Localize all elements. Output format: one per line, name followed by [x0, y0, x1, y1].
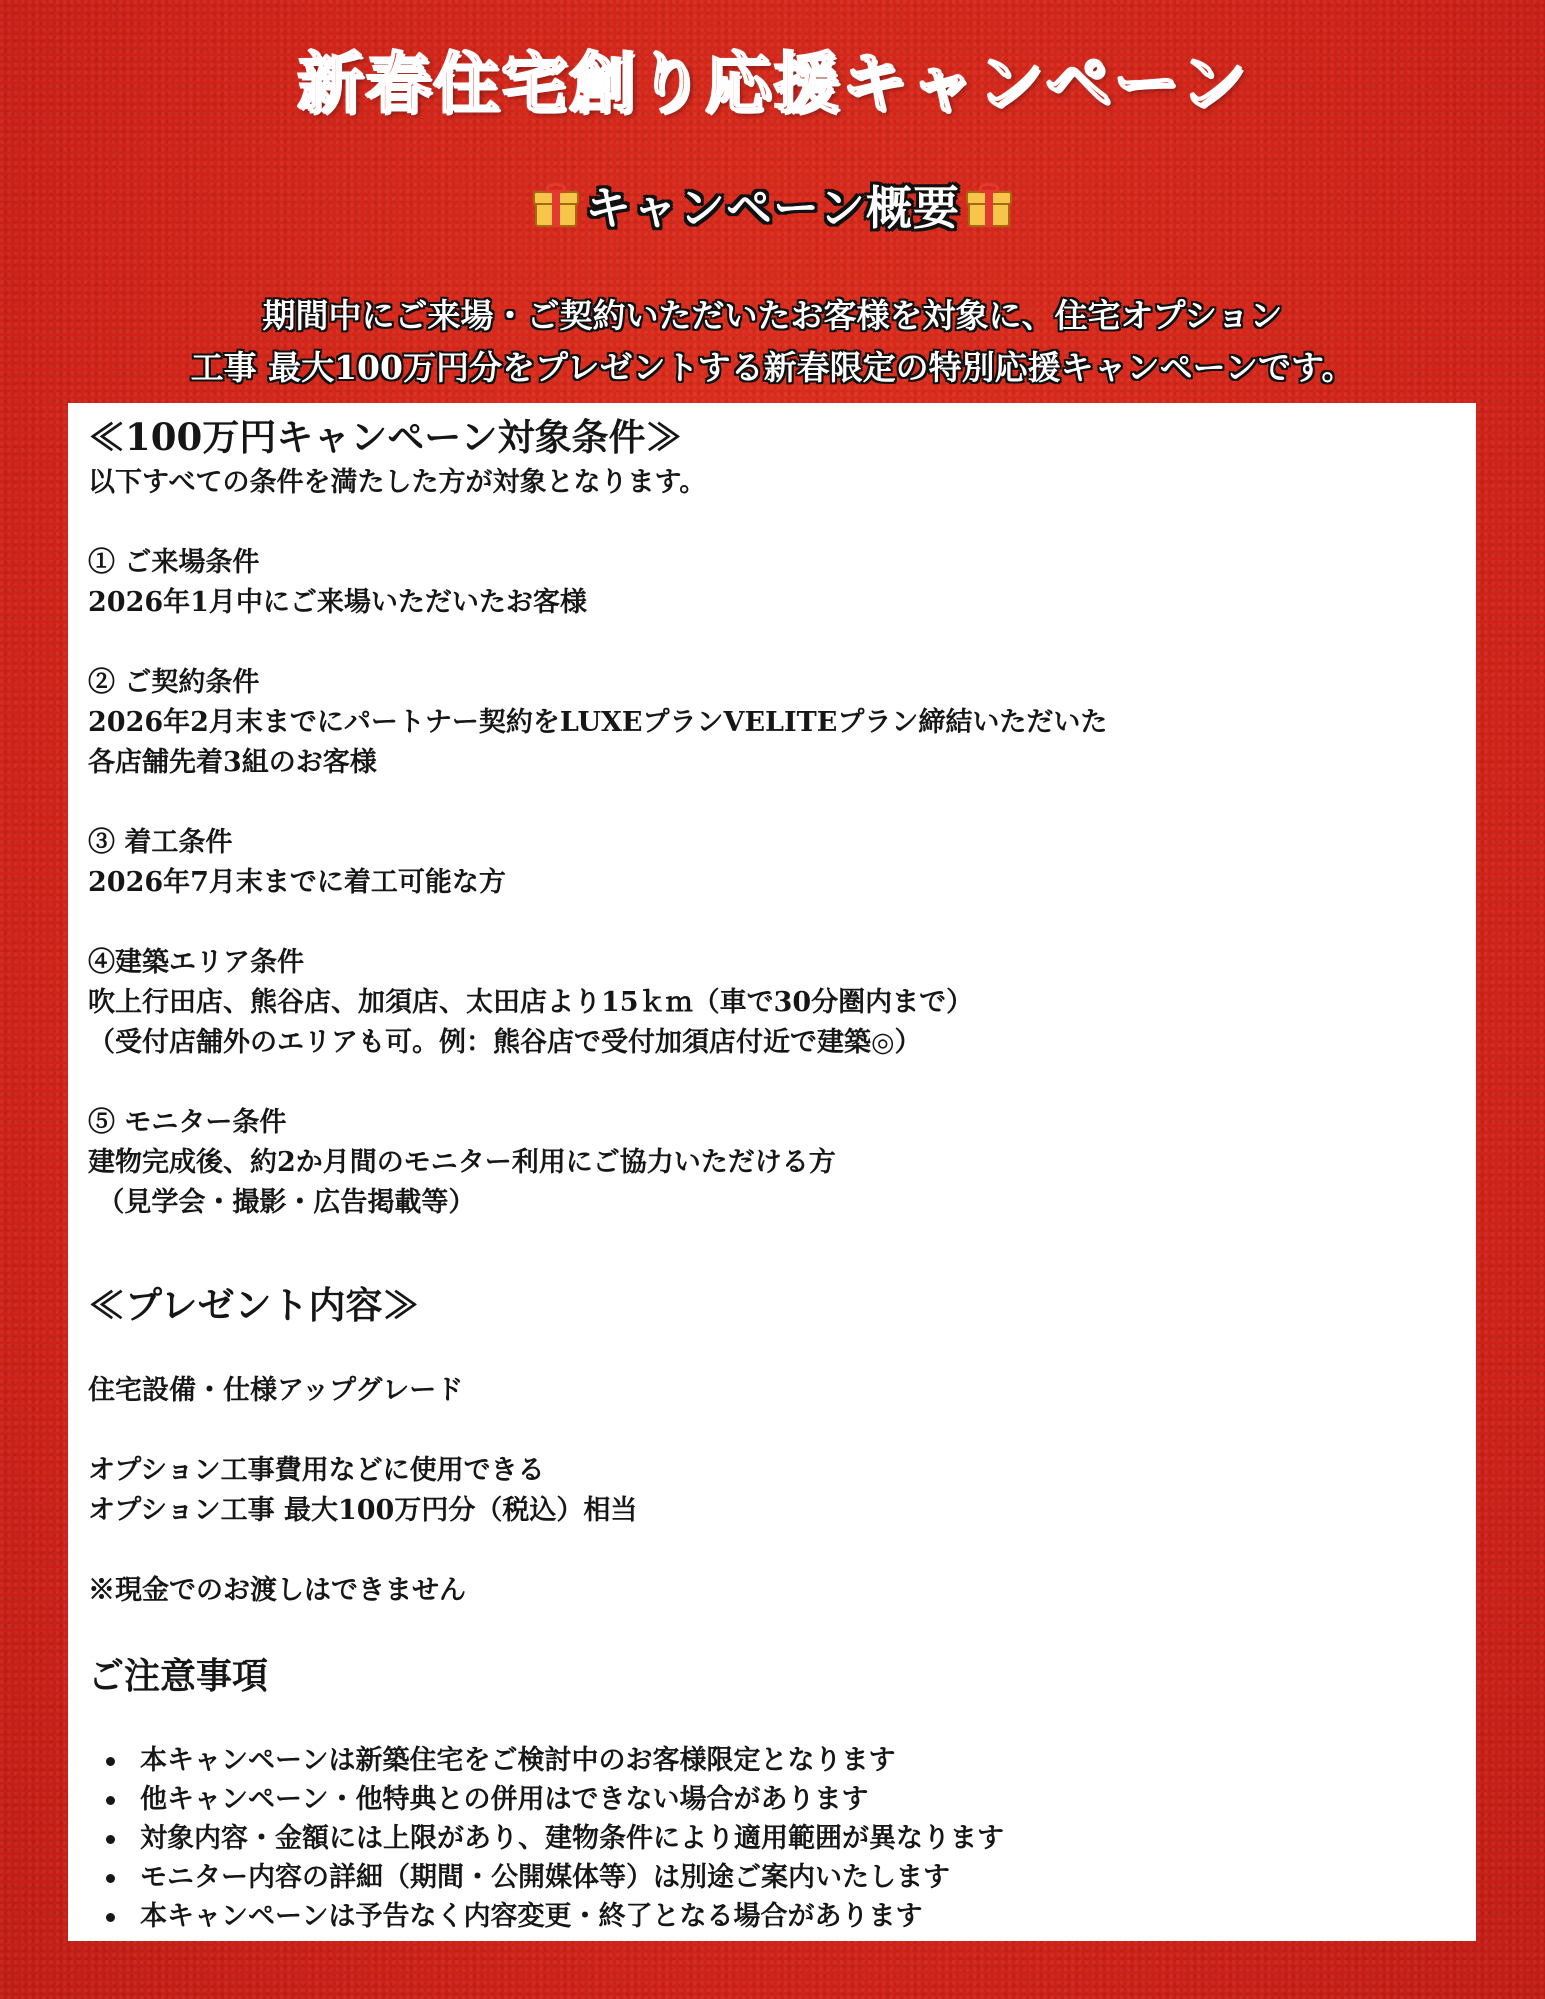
condition-text: 吹上行田店、熊谷店、加須店、太田店より15ｋｍ（車で30分圏内まで）	[88, 987, 974, 1018]
condition-title: ⑤ モニター条件	[88, 1107, 287, 1138]
gift-icon	[966, 183, 1012, 227]
condition-text: （受付店舗外のエリアも可。例：熊谷店で受付加須店付近で建築◎）	[88, 1027, 922, 1058]
page-title: 新春住宅創り応援キャンペーン	[297, 44, 1248, 122]
condition-text: 2026年7月末までに着工可能な方	[88, 867, 506, 898]
present-line: オプション工事 最大100万円分（税込）相当	[88, 1495, 638, 1526]
condition-title: ① ご来場条件	[88, 547, 260, 578]
conditions-heading: ≪100万円キャンペーン対象条件≫	[88, 415, 683, 459]
condition-title: ④建築エリア条件	[88, 947, 304, 978]
notes-heading: ご注意事項	[88, 1655, 269, 1697]
condition-text: 2026年2月末までにパートナー契約をLUXEプランVELITEプラン締結いただいた	[88, 707, 1108, 738]
present-note: ※現金でのお渡しはできません	[88, 1575, 466, 1606]
condition-text: 建物完成後、約2か月間のモニター利用にご協力いただける方	[88, 1147, 836, 1178]
notes-list	[88, 1741, 1476, 1936]
condition-text: 2026年1月中にご来場いただいたお客様	[88, 587, 587, 618]
intro-line: 工事 最大100万円分をプレゼントする新春限定の特別応援キャンペーンです。	[190, 348, 1355, 387]
list-item: 本キャンペーンは予告なく内容変更・終了となる場合があります	[128, 1897, 1476, 1936]
intro-line: 期間中にご来場・ご契約いただいたお客様を対象に、住宅オプション	[262, 296, 1283, 335]
content-panel	[68, 403, 1476, 1941]
condition-title: ② ご契約条件	[88, 667, 260, 698]
present-line: オプション工事費用などに使用できる	[88, 1455, 545, 1486]
list-item: 対象内容・金額には上限があり、建物条件により適用範囲が異なります	[128, 1819, 1476, 1858]
subtitle-row	[0, 172, 1545, 238]
intro-text	[0, 290, 1545, 394]
present-line: 住宅設備・仕様アップグレード	[88, 1375, 464, 1406]
gift-icon	[533, 183, 579, 227]
list-item: 本キャンペーンは新築住宅をご検討中のお客様限定となります	[128, 1741, 1476, 1780]
condition-text: （見学会・撮影・広告掲載等）	[88, 1187, 476, 1218]
list-item: 他キャンペーン・他特典との併用はできない場合があります	[128, 1780, 1476, 1819]
present-heading: ≪プレゼント内容≫	[88, 1283, 420, 1327]
condition-text: 各店舗先着3組のお客様	[88, 747, 377, 778]
condition-title: ③ 着工条件	[88, 827, 233, 858]
list-item: モニター内容の詳細（期間・公開媒体等）は別途ご案内いたします	[128, 1858, 1476, 1897]
conditions-lead: 以下すべての条件を満たした方が対象となります。	[88, 467, 707, 498]
section-subtitle: キャンペーン概要	[584, 181, 961, 235]
